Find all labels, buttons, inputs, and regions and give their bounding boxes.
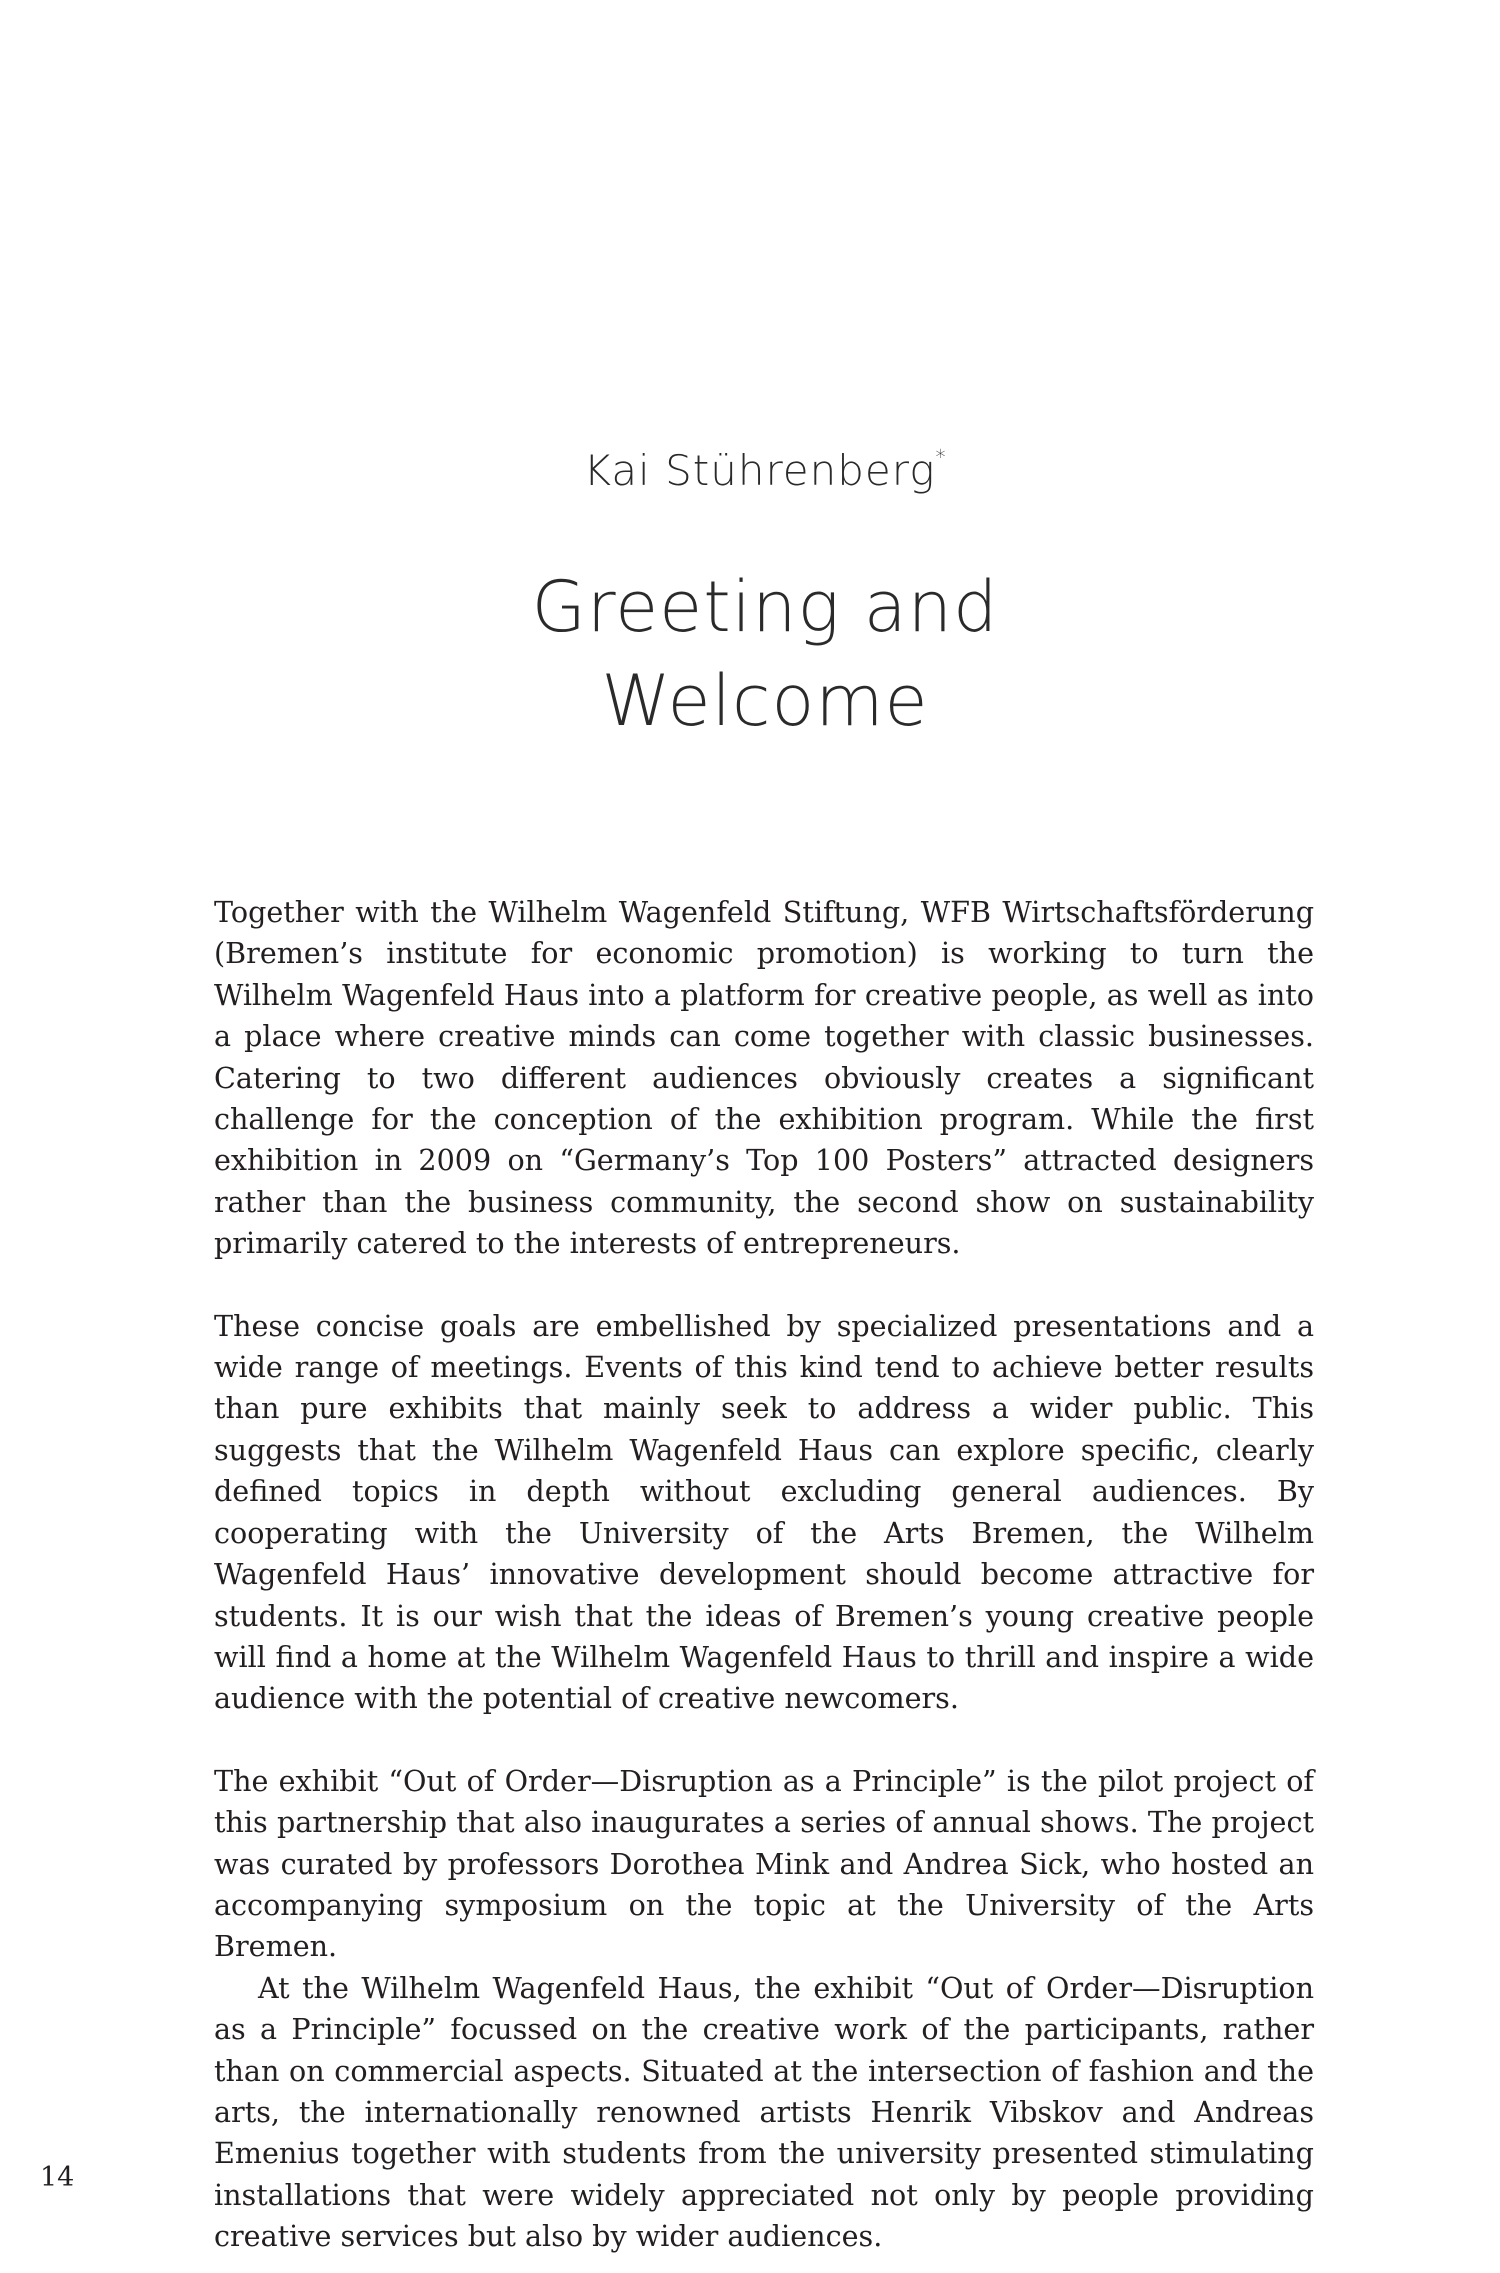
paragraph-4: At the Wilhelm Wagenfeld Haus, the exhibit “Out of Order—Disruption as a Principle” focussed on the creative work of the participants, rather than on commercial aspects. Situated at the intersection of fashion and the arts, the internationally renowned artists Henrik Vibskov and Andreas Emenius together with students from the university presented stimulating installations that were widely appreciated not only by people providing creative services but also by wider audiences. [214,1970,1314,2254]
paragraph-3: The exhibit “Out of Order—Disruption as a Principle” is the pilot project of this partnership that also inaugurates a series of annual shows. The project was curated by professors Dorothea Mink and Andrea Sick, who hosted an accompanying symposium on the topic at the University of the Arts Bremen. [214,1763,1314,1964]
page-number: 14 [40,2162,75,2193]
title-line-1: Greeting and [531,566,999,648]
body-text [214,892,1314,2258]
page-title [0,560,1500,748]
author-footnote-mark: * [935,445,947,469]
title-line-2: Welcome [601,660,929,742]
author-line [0,446,1500,495]
paragraph-2: These concise goals are embellished by specialized presentations and a wide range of meetings. Events of this kind tend to achieve better results than pure exhibits that mainly seek to address a wider public. This suggests that the Wilhelm Wagenfeld Haus can explore specific, clearly defined topics in depth without excluding general audiences. By cooperating with the University of the Arts Bremen, the Wilhelm Wagenfeld Haus’ innovative development should become attractive for students. It is our wish that the ideas of Bremen’s young creative people will find a home at the Wilhelm Wagenfeld Haus to thrill and inspire a wide audience with the potential of creative newcomers. [214,1308,1314,1716]
author-name: Kai Stührenberg [583,446,936,495]
paragraph-1: Together with the Wilhelm Wagenfeld Stiftung, WFB Wirtschaftsförderung (Bremen’s institute for economic promotion) is working to turn the Wilhelm Wagenfeld Haus into a platform for creative people, as well as into a place where creative minds can come together with classic businesses. Catering to two different audiences obviously creates a significant challenge for the conception of the exhibition program. While the first exhibition in 2009 on “Germany’s Top 100 Posters” attracted designers rather than the business community, the second show on sustainability primarily catered to the interests of entrepreneurs. [214,895,1314,1261]
